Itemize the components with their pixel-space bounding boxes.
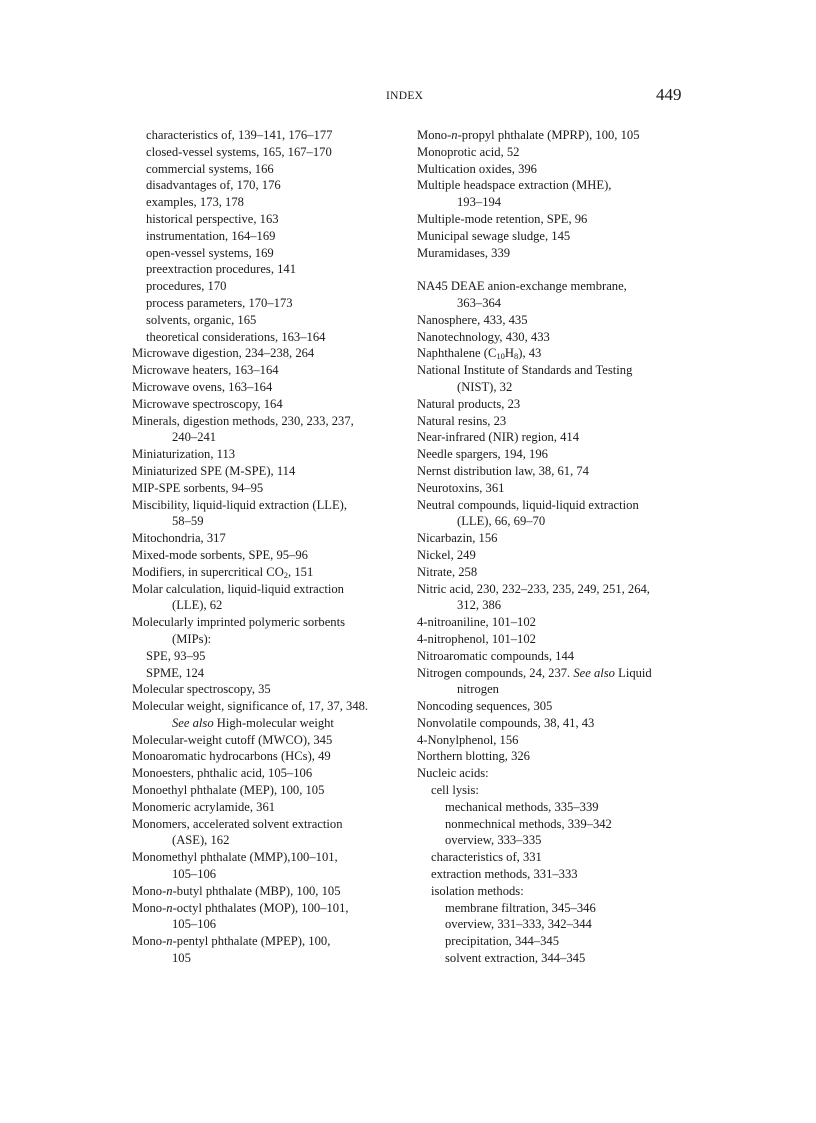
index-entry: Neurotoxins, 361 (417, 480, 505, 495)
index-entry: Monoethyl phthalate (MEP), 100, 105 (132, 783, 325, 798)
index-entry: Needle spargers, 194, 196 (417, 447, 548, 462)
index-entry: Noncoding sequences, 305 (417, 699, 553, 714)
index-entry: National Institute of Standards and Testing (417, 363, 633, 378)
index-column-left (132, 127, 394, 967)
index-entry-continuation: See also High-molecular weight (172, 715, 334, 730)
index-subentry: characteristics of, 139–141, 176–177 (146, 128, 333, 142)
index-subentry: preextraction procedures, 141 (146, 262, 297, 277)
index-entry: Multiple-mode retention, SPE, 96 (417, 211, 588, 226)
index-entry-continuation: (LLE), 66, 69–70 (457, 514, 546, 529)
index-entry: Mono-n-pentyl phthalate (MPEP), 100, (132, 934, 331, 949)
index-entry-continuation: 312, 386 (457, 598, 502, 613)
index-entry-continuation: (MIPs): (172, 631, 212, 646)
index-entry: Molecularly imprinted polymeric sorbents (132, 615, 345, 630)
index-entry: Nitroaromatic compounds, 144 (417, 648, 575, 663)
index-entry-continuation: nitrogen (457, 682, 499, 697)
index-entry: NA45 DEAE anion-exchange membrane, (417, 279, 627, 294)
index-entry: Microwave spectroscopy, 164 (132, 396, 283, 411)
index-entry: Multication oxides, 396 (417, 161, 537, 176)
index-entry: Miscibility, liquid-liquid extraction (LLE), (132, 497, 347, 512)
index-entry: Monoesters, phthalic acid, 105–106 (132, 766, 313, 781)
index-subentry: SPE, 93–95 (146, 648, 206, 663)
index-entry: Miniaturized SPE (M-SPE), 114 (132, 463, 296, 478)
index-entry: Nickel, 249 (417, 547, 476, 562)
index-entry-continuation: 105–106 (172, 917, 217, 932)
index-entry-continuation: (LLE), 62 (172, 598, 223, 613)
index-entry: Modifiers, in supercritical $CO_2$, 151 (132, 564, 314, 580)
index-subentry: closed-vessel systems, 165, 167–170 (146, 144, 332, 159)
index-entry: Nicarbazin, 156 (417, 531, 498, 546)
index-subentry: open-vessel systems, 169 (146, 245, 274, 260)
index-entry: Mitochondria, 317 (132, 531, 226, 546)
index-entry: Monomers, accelerated solvent extraction (132, 816, 343, 831)
index-entry: Nitrate, 258 (417, 564, 478, 579)
index-entry: Nonvolatile compounds, 38, 41, 43 (417, 715, 595, 730)
index-entry: Molecular weight, significance of, 17, 37, 348. (132, 699, 369, 714)
index-subentry: overview, 331–333, 342–344 (445, 917, 592, 932)
index-subentry: SPME, 124 (146, 665, 205, 680)
index-subentry: cell lysis: (431, 783, 479, 798)
index-entry-continuation: 363–364 (457, 295, 502, 310)
index-entry: Monomethyl phthalate (MMP),100–101, (132, 850, 338, 865)
index-entry: Nucleic acids: (417, 766, 489, 781)
index-subentry: isolation methods: (431, 883, 524, 898)
index-entry-continuation: 105 (172, 951, 191, 966)
index-entry-continuation: 193–194 (457, 195, 502, 210)
index-entry: Monomeric acrylamide, 361 (132, 799, 276, 814)
index-entry: Minerals, digestion methods, 230, 233, 237, (132, 413, 354, 428)
index-subentry: commercial systems, 166 (146, 161, 274, 176)
index-subentry: solvents, organic, 165 (146, 312, 257, 327)
index-entry: Microwave digestion, 234–238, 264 (132, 346, 315, 361)
index-entry: Mono-n-propyl phthalate (MPRP), 100, 105 (417, 128, 640, 142)
index-subentry: historical perspective, 163 (146, 211, 279, 226)
index-entry: MIP-SPE sorbents, 94–95 (132, 480, 264, 495)
index-entry: Nernst distribution law, 38, 61, 74 (417, 463, 589, 478)
index-entry: Muramidases, 339 (417, 245, 511, 260)
index-entry: Nanosphere, 433, 435 (417, 312, 528, 327)
index-subentry: examples, 173, 178 (146, 195, 244, 210)
index-entry: Molecular-weight cutoff (MWCO), 345 (132, 732, 333, 747)
index-entry: Monoprotic acid, 52 (417, 144, 520, 159)
index-subentry: procedures, 170 (146, 279, 227, 294)
index-column-right (417, 127, 689, 967)
index-entry: Monoaromatic hydrocarbons (HCs), 49 (132, 749, 331, 764)
index-entry: Miniaturization, 113 (132, 447, 236, 462)
index-entry: Near-infrared (NIR) region, 414 (417, 430, 579, 445)
index-entry-continuation: (NIST), 32 (457, 379, 513, 394)
index-entry: 4-Nonylphenol, 156 (417, 732, 519, 747)
index-entry: Mono-n-butyl phthalate (MBP), 100, 105 (132, 883, 341, 898)
index-subentry: mechanical methods, 335–339 (445, 799, 599, 814)
index-entry: Nanotechnology, 430, 433 (417, 329, 550, 344)
index-entry: Microwave ovens, 163–164 (132, 379, 273, 394)
index-subentry: theoretical considerations, 163–164 (146, 329, 326, 344)
index-entry: Nitric acid, 230, 232–233, 235, 249, 251, 264, (417, 581, 650, 596)
index-entry: Naphthalene $(C_{10}H_8)$, 43 (417, 346, 542, 362)
index-subentry: nonmechnical methods, 339–342 (445, 816, 612, 831)
index-entry: Natural resins, 23 (417, 413, 507, 428)
index-subentry: solvent extraction, 344–345 (445, 951, 586, 966)
index-entry-continuation: 240–241 (172, 430, 217, 445)
index-subentry: characteristics of, 331 (431, 850, 542, 865)
index-entry-continuation: (ASE), 162 (172, 833, 230, 848)
index-entry: Molar calculation, liquid-liquid extraction (132, 581, 344, 596)
index-subentry: instrumentation, 164–169 (146, 228, 276, 243)
index-subentry: precipitation, 344–345 (445, 934, 560, 949)
index-entry: Mono-n-octyl phthalates (MOP), 100–101, (132, 900, 349, 915)
index-entry: Microwave heaters, 163–164 (132, 363, 279, 378)
index-subentry: membrane filtration, 345–346 (445, 900, 596, 915)
index-entry: Molecular spectroscopy, 35 (132, 682, 271, 697)
page-header (0, 84, 816, 108)
index-entry-continuation: 105–106 (172, 867, 217, 882)
index-entry: Neutral compounds, liquid-liquid extraction (417, 497, 639, 512)
index-subentry: process parameters, 170–173 (146, 295, 293, 310)
index-entry: Natural products, 23 (417, 396, 521, 411)
index-entry: Municipal sewage sludge, 145 (417, 228, 571, 243)
index-entry: Northern blotting, 326 (417, 749, 530, 764)
index-subentry: extraction methods, 331–333 (431, 867, 578, 882)
page-number: 449 (656, 85, 682, 104)
index-entry: 4-nitroaniline, 101–102 (417, 615, 536, 630)
index-subentry: disadvantages of, 170, 176 (146, 178, 281, 193)
index-entry: Multiple headspace extraction (MHE), (417, 178, 612, 193)
index-subentry: overview, 333–335 (445, 833, 542, 848)
index-entry: Nitrogen compounds, 24, 237. See also Liquid (417, 665, 652, 680)
running-head: INDEX (386, 90, 424, 102)
index-entry: 4-nitrophenol, 101–102 (417, 631, 536, 646)
index-entry: Mixed-mode sorbents, SPE, 95–96 (132, 547, 308, 562)
index-entry-continuation: 58–59 (172, 514, 204, 529)
